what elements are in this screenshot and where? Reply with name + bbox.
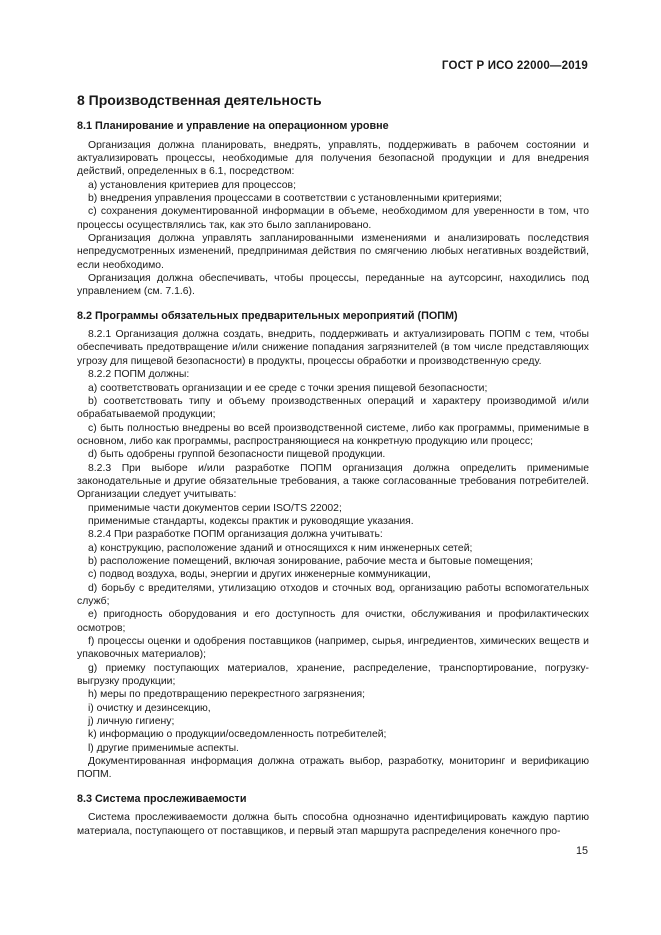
list-item: l) другие применимые аспекты. [88, 742, 239, 754]
list-item: применимые части документов серии ISO/TS 22002; [88, 502, 342, 514]
list-item: а) соответствовать организации и ее среде с точки зрения пищевой безопасности; [88, 382, 488, 394]
subsection-title: 8.1 Планирование и управление на операционном уровне [77, 120, 389, 132]
list-item: d) борьбу с вредителями, утилизацию отходов и сточных вод, организацию работы вспомогательных служб; [77, 582, 589, 607]
paragraph: Документированная информация должна отражать выбор, разработку, мониторинг и верификацию ПОПМ. [77, 756, 589, 781]
paragraph: Система прослеживаемости должна быть способна однозначно идентифицировать каждую партию материала, поступающего от поставщиков, и первый этап маршрута распределения конечного про- [77, 812, 589, 837]
paragraph: 8.2.3 При выборе и/или разработке ПОПМ организация должна определить применимые законодательные и другие обязательные требования, а также согласованные требования потребителей. Организации следует учитывать: [77, 462, 589, 501]
paragraph: Организация должна управлять запланированными изменениями и анализировать последствия непредусмотренных изменений, предпринимая действия по смягчению любых негативных воздействий, если необходимо. [77, 232, 589, 271]
document-code: ГОСТ Р ИСО 22000—2019 [441, 60, 588, 72]
list-item: e) пригодность оборудования и его доступность для очистки, обслуживания и профилактических осмотров; [77, 609, 589, 634]
list-item: f) процессы оценки и одобрения поставщиков (например, сырья, ингредиентов, химических веществ и упаковочных материалов); [77, 636, 589, 661]
list-item: g) приемку поступающих материалов, хранение, распределение, транспортирование, погрузку-выгрузку продукции; [77, 662, 589, 688]
list-item: b) внедрения управления процессами в соответствии с установленными критериями; [88, 192, 503, 204]
paragraph: 8.2.4 При разработке ПОПМ организация должна учитывать: [88, 529, 383, 541]
list-item: а) конструкцию, расположение зданий и относящихся к ним инженерных сетей; [88, 542, 473, 554]
paragraph: Организация должна обеспечивать, чтобы процессы, переданные на аутсорсинг, находились под управлением (см. 7.1.6). [77, 272, 589, 298]
subsection-title: 8.2 Программы обязательных предварительных мероприятий (ПОПМ) [77, 309, 458, 322]
section-title: 8 Производственная деятельность [77, 92, 322, 108]
list-item: h) меры по предотвращению перекрестного загрязнения; [88, 689, 366, 701]
subsection-title: 8.3 Система прослеживаемости [77, 792, 247, 805]
list-item: применимые стандарты, кодексы практик и руководящие указания. [88, 515, 414, 527]
list-item: d) быть одобрены группой безопасности пищевой продукции. [88, 449, 386, 461]
list-item: b) соответствовать типу и объему производственных операций и характеру производимой и/или обрабатываемой продукции; [77, 395, 589, 421]
subsection-8-2 [77, 310, 589, 782]
list-item: c) сохранения документированной информации в объеме, необходимом для уверенности в том, что процессы осуществлялись так, как это было запланировано. [77, 206, 589, 231]
paragraph: 8.2.1 Организация должна создать, внедрить, поддерживать и актуализировать ПОПМ с тем, чтобы обеспечивать предотвращение и/или снижение попадания загрязнителей (в том числе представляющих угрозу для пищевой безопасности) в продукты, процессы обработки и производственную среду. [77, 329, 589, 367]
list-item: а) установления критериев для процессов; [88, 179, 296, 191]
list-item: i) очистку и дезинсекцию, [88, 702, 211, 714]
list-item: j) личную гигиену; [88, 716, 175, 728]
list-item: b) расположение помещений, включая зонирование, рабочие места и бытовые помещения; [88, 555, 533, 567]
paragraph: Организация должна планировать, внедрять, управлять, поддерживать в рабочем состоянии и актуализировать процессы, необходимые для получения безопасной продукции и для внедрения действий, определенных в 6.1, посредством: [77, 139, 589, 178]
document-body [77, 92, 589, 847]
list-item: k) информацию о продукции/осведомленность потребителей; [88, 729, 387, 741]
paragraph: 8.2.2 ПОПМ должны: [88, 369, 190, 381]
page-number: 15 [575, 845, 588, 857]
list-item: c) подвод воздуха, воды, энергии и других инженерные коммуникации, [88, 569, 431, 581]
list-item: c) быть полностью внедрены во всей производственной системе, либо как программы, применимые в основном, либо как программы, распространяющиеся на конкретную продукцию или процесс; [77, 422, 589, 447]
subsection-8-3 [77, 793, 589, 838]
subsection-8-1 [77, 120, 589, 299]
